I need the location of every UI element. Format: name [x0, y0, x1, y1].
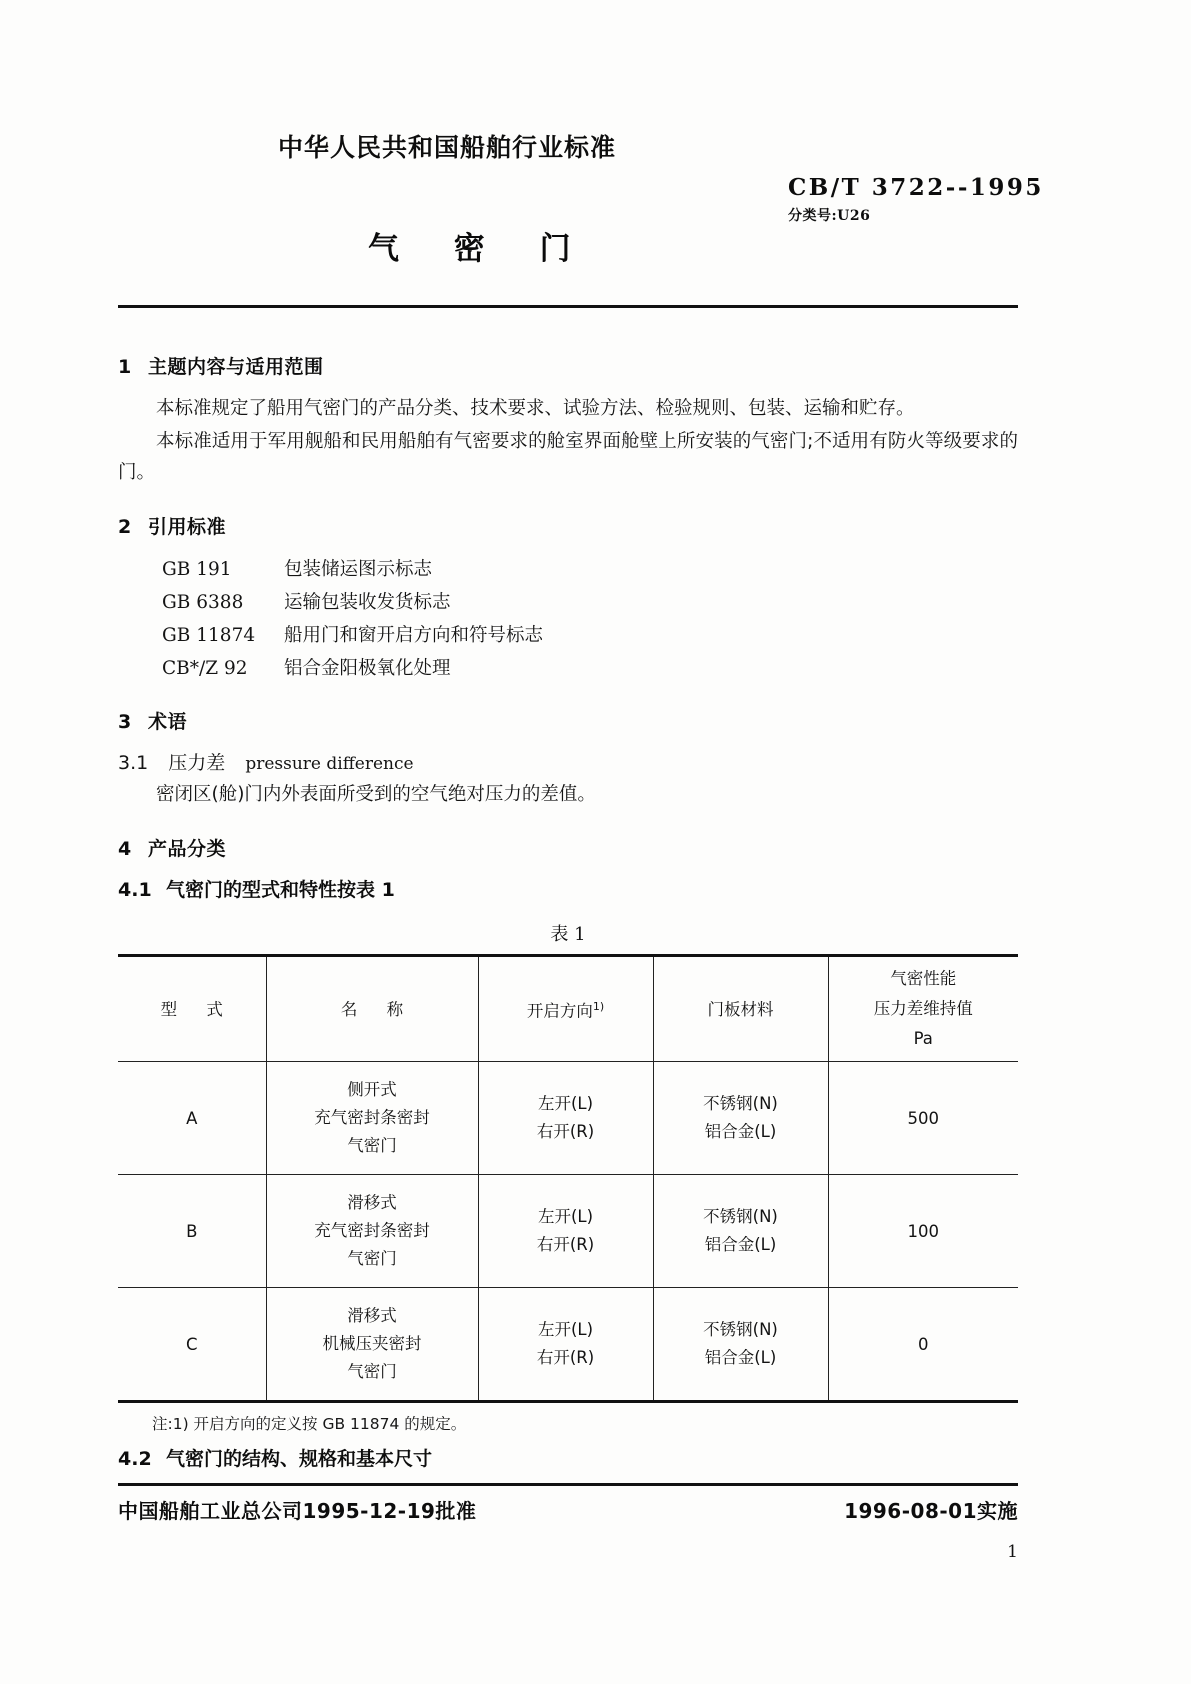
standard-number: CB/T 3722--1995 — [788, 174, 1044, 201]
reference-code: GB 11874 — [162, 625, 256, 646]
subsection-4-2-title: 气密门的结构、规格和基本尺寸 — [166, 1448, 433, 1470]
cell-name-line-3: 气密门 — [347, 1362, 397, 1381]
cell-name — [266, 1062, 478, 1175]
document-footer — [118, 1495, 1018, 1535]
document-body — [118, 352, 1018, 1481]
section-3-number: 3 — [118, 711, 132, 733]
cell-direction — [478, 1288, 653, 1402]
cell-name-line-3: 气密门 — [347, 1136, 397, 1155]
cell-type: A — [186, 1108, 198, 1128]
column-header-name — [266, 956, 478, 1062]
column-header-type-label: 型 式 — [160, 999, 235, 1019]
section-3-title: 术语 — [148, 711, 188, 733]
cell-name-line-2: 机械压夹密封 — [322, 1334, 422, 1353]
term-chinese: 压力差 — [168, 752, 226, 774]
cell-name-line-1: 滑移式 — [347, 1193, 397, 1212]
cell-material-line-2: 铝合金(L) — [704, 1122, 777, 1141]
section-heading-1 — [118, 352, 1018, 379]
column-header-door-material — [653, 956, 828, 1062]
cell-material-line-1: 不锈钢(N) — [703, 1320, 778, 1339]
referenced-standards-list — [118, 553, 1018, 685]
section-1-number: 1 — [118, 356, 132, 378]
column-header-material-label: 门板材料 — [707, 999, 774, 1019]
term-definition-heading — [118, 748, 1018, 775]
list-item — [118, 553, 1018, 586]
section-4-title: 产品分类 — [148, 838, 227, 860]
column-header-type — [118, 956, 266, 1062]
reference-name: 铝合金阳极氧化处理 — [284, 658, 451, 679]
reference-name: 运输包装收发货标志 — [284, 592, 451, 613]
section-heading-3 — [118, 707, 1018, 734]
table-row — [118, 1175, 1018, 1288]
subsection-4-2-number: 4.2 — [118, 1448, 152, 1470]
cell-direction — [478, 1175, 653, 1288]
cell-direction-line-2: 右开(R) — [536, 1122, 595, 1141]
section-heading-4 — [118, 834, 1018, 861]
cell-material — [653, 1288, 828, 1402]
term-definition-text: 密闭区(舱)门内外表面所受到的空气绝对压力的差值。 — [156, 784, 596, 805]
table-header-row — [118, 956, 1018, 1062]
table-row — [118, 1062, 1018, 1175]
subsection-heading-4-1 — [118, 875, 1018, 902]
list-item — [118, 652, 1018, 685]
cell-pressure: 0 — [828, 1288, 1018, 1402]
classification-number: 分类号:U26 — [788, 208, 871, 224]
column-header-opening-direction — [478, 956, 653, 1062]
cell-name-line-1: 侧开式 — [347, 1080, 397, 1099]
reference-name: 包装储运图示标志 — [284, 559, 433, 580]
cell-direction-line-1: 左开(L) — [537, 1094, 594, 1113]
subsection-4-1-number: 4.1 — [118, 879, 152, 901]
cell-name-line-3: 气密门 — [347, 1249, 397, 1268]
table-caption: 表 1 — [550, 924, 586, 945]
section-heading-2 — [118, 512, 1018, 539]
subsection-heading-4-2 — [118, 1444, 1018, 1471]
cell-name-line-2: 充气密封条密封 — [314, 1221, 430, 1240]
section-1-title: 主题内容与适用范围 — [148, 356, 324, 378]
reference-code: GB 6388 — [162, 592, 244, 613]
cell-name — [266, 1175, 478, 1288]
cell-material-line-1: 不锈钢(N) — [703, 1207, 778, 1226]
cell-type: C — [185, 1334, 198, 1354]
page-title: 气 密 门 — [368, 231, 593, 267]
performance-header-line-2: 压力差维持值 — [873, 999, 973, 1018]
cell-direction-line-1: 左开(L) — [537, 1207, 594, 1226]
issuing-organization: 中华人民共和国船舶行业标准 — [278, 133, 617, 162]
cell-pressure: 500 — [828, 1062, 1018, 1175]
term-english: pressure difference — [245, 754, 414, 774]
cell-material — [653, 1175, 828, 1288]
section-1-paragraph-2: 本标准适用于军用舰船和民用船舶有气密要求的舱室界面舱壁上所安装的气密门;不适用有防火等级要求的门。 — [118, 431, 1018, 483]
reference-code: CB*/Z 92 — [162, 658, 248, 679]
cell-direction-line-2: 右开(R) — [536, 1235, 595, 1254]
performance-header-unit: Pa — [913, 1029, 933, 1048]
specification-table — [118, 954, 1018, 1403]
reference-code: GB 191 — [162, 559, 232, 580]
cell-type: B — [186, 1221, 198, 1241]
section-1-paragraph-1: 本标准规定了船用气密门的产品分类、技术要求、试验方法、检验规则、包装、运输和贮存。 — [156, 398, 915, 419]
page-number: 1 — [1007, 1542, 1018, 1562]
subsection-4-1-title: 气密门的型式和特性按表 1 — [166, 879, 395, 901]
cell-name — [266, 1288, 478, 1402]
cell-material-line-1: 不锈钢(N) — [703, 1094, 778, 1113]
document-header — [118, 128, 1044, 313]
list-item — [118, 619, 1018, 652]
header-divider — [118, 305, 1018, 308]
section-4-number: 4 — [118, 838, 132, 860]
cell-material-line-2: 铝合金(L) — [704, 1235, 777, 1254]
list-item — [118, 586, 1018, 619]
section-2-number: 2 — [118, 516, 132, 538]
cell-name-line-1: 滑移式 — [347, 1306, 397, 1325]
reference-name: 船用门和窗开启方向和符号标志 — [284, 625, 544, 646]
column-header-direction-label: 开启方向 — [526, 1001, 593, 1021]
cell-direction-line-1: 左开(L) — [537, 1320, 594, 1339]
section-2-title: 引用标准 — [148, 516, 227, 538]
table-footnote: 注:1) 开启方向的定义按 GB 11874 的规定。 — [152, 1415, 467, 1433]
cell-name-line-2: 充气密封条密封 — [314, 1108, 430, 1127]
subsection-3-1-number: 3.1 — [118, 752, 149, 774]
cell-direction — [478, 1062, 653, 1175]
approval-statement: 中国船舶工业总公司1995-12-19批准 — [118, 1499, 477, 1523]
cell-pressure: 100 — [828, 1175, 1018, 1288]
column-header-airtight-performance — [828, 956, 1018, 1062]
column-header-direction-note-marker: 1) — [592, 1000, 605, 1014]
cell-direction-line-2: 右开(R) — [536, 1348, 595, 1367]
standard-number-block — [788, 174, 1044, 225]
performance-header-line-1: 气密性能 — [890, 969, 957, 988]
cell-material — [653, 1062, 828, 1175]
column-header-name-label: 名 称 — [340, 999, 416, 1019]
implementation-date: 1996-08-01实施 — [844, 1499, 1018, 1523]
footer-divider — [118, 1483, 1018, 1486]
table-row — [118, 1288, 1018, 1402]
cell-material-line-2: 铝合金(L) — [704, 1348, 777, 1367]
